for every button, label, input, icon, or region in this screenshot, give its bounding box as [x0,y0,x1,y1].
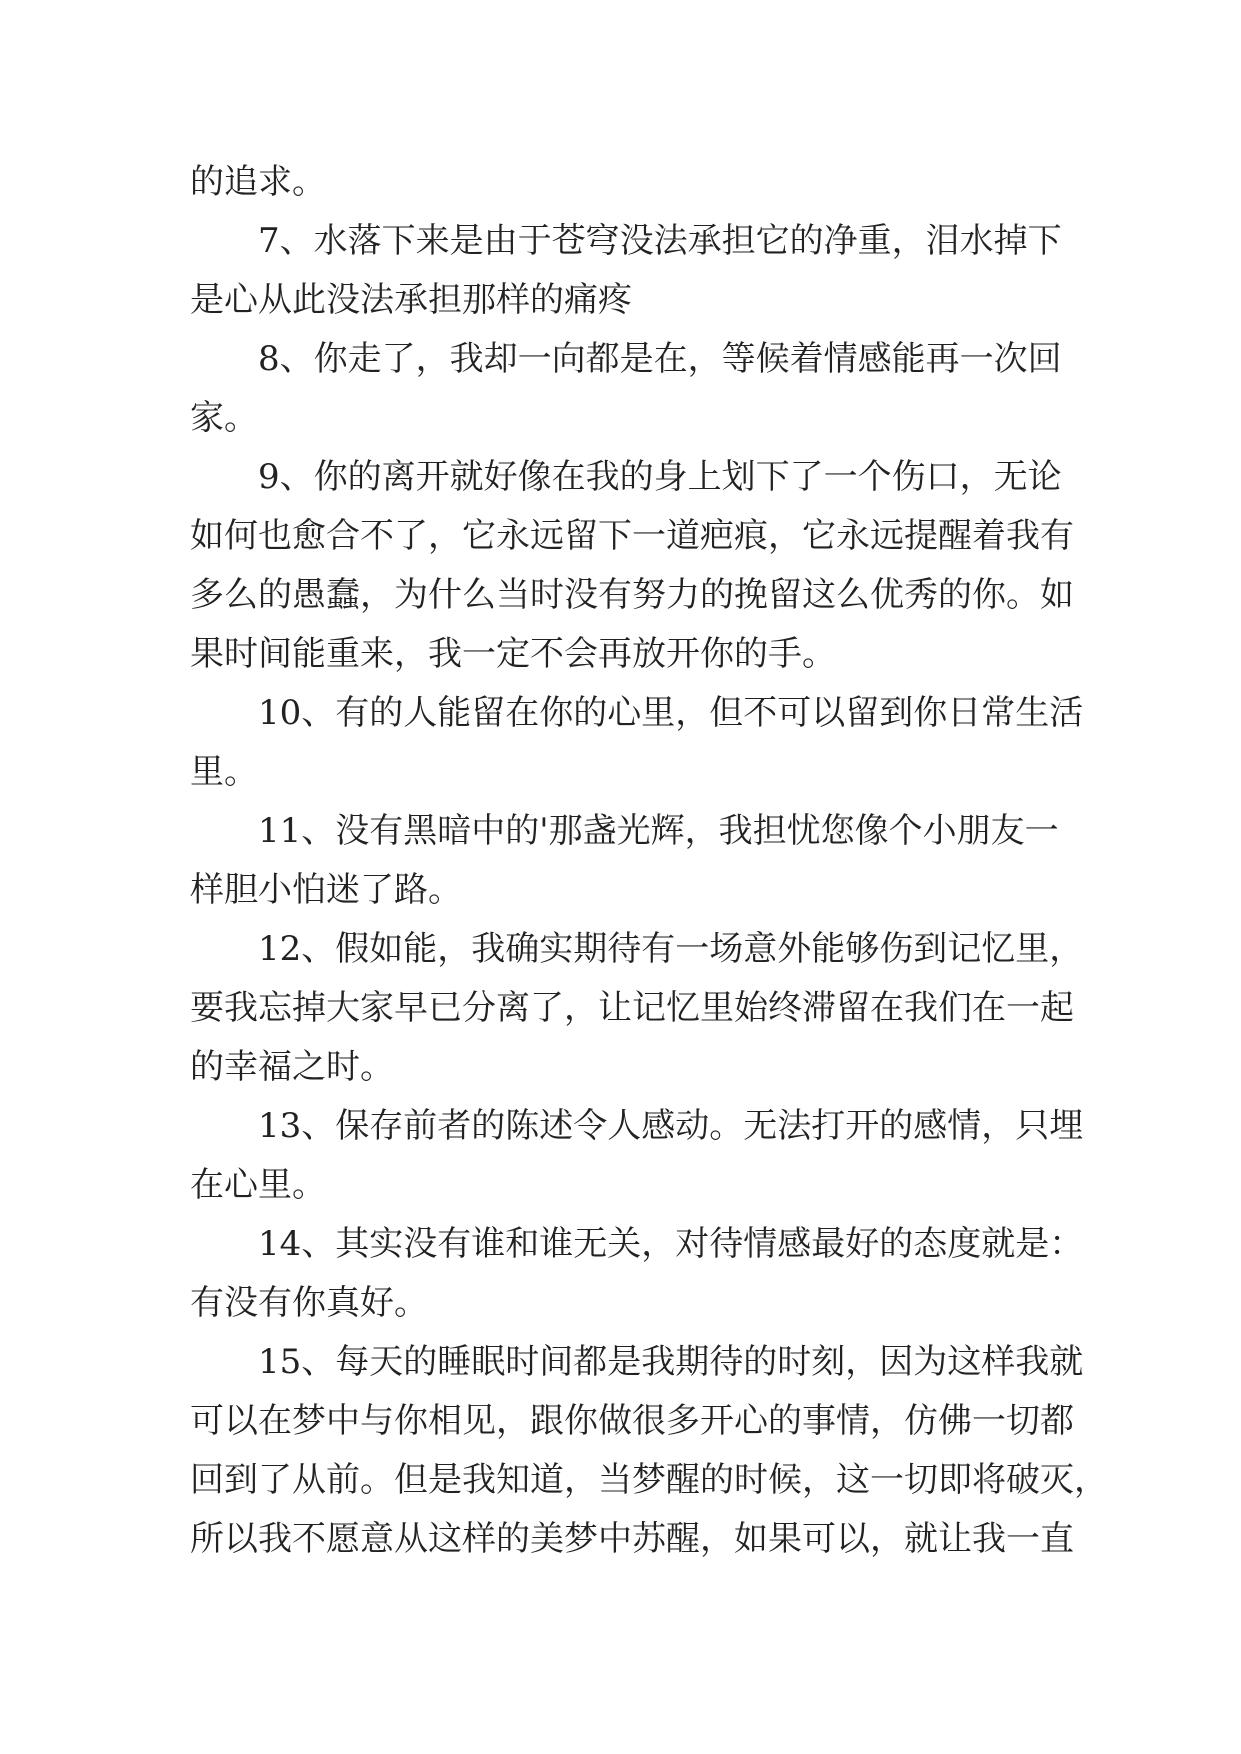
text-line: 13、保存前者的陈述令人感动。无法打开的感情，只埋 [258,1106,1084,1146]
text-line: 是心从此没法承担那样的痛疼 [190,280,632,320]
text-line: 的幸福之时。 [190,1047,394,1087]
text-line: 的追求。 [190,162,326,202]
text-line: 14、其实没有谁和谁无关，对待情感最好的态度就是： [258,1224,1084,1264]
text-line: 8、你走了，我却一向都是在，等候着情感能再一次回 [258,339,1062,379]
text-line: 家。 [190,398,258,438]
text-line: 多么的愚蠢，为什么当时没有努力的挽留这么优秀的你。如 [190,575,1074,615]
text-line: 9、你的离开就好像在我的身上划下了一个伤口，无论 [258,457,1062,497]
text-line: 7、水落下来是由于苍穹没法承担它的净重，泪水掉下 [258,221,1062,261]
text-line: 在心里。 [190,1165,326,1205]
text-line: 所以我不愿意从这样的美梦中苏醒，如果可以，就让我一直 [190,1519,1074,1559]
text-line: 15、每天的睡眠时间都是我期待的时刻，因为这样我就 [258,1342,1084,1382]
text-line: 10、有的人能留在你的心里，但不可以留到你日常生活 [258,693,1084,733]
text-line: 要我忘掉大家早已分离了，让记忆里始终滞留在我们在一起 [190,988,1074,1028]
text-line: 果时间能重来，我一定不会再放开你的手。 [190,634,836,674]
text-line: 有没有你真好。 [190,1283,428,1323]
document-body [190,153,1108,1569]
text-line: 样胆小怕迷了路。 [190,870,462,910]
text-line: 里。 [190,752,258,792]
text-line: 回到了从前。但是我知道，当梦醒的时候，这一切即将破灭， [190,1460,1108,1500]
text-line: 12、假如能，我确实期待有一场意外能够伤到记忆里， [258,929,1084,969]
text-line: 11、没有黑暗中的'那盏光辉，我担忧您像个小朋友一 [258,811,1059,851]
text-line: 如何也愈合不了，它永远留下一道疤痕，它永远提醒着我有 [190,516,1074,556]
text-line: 可以在梦中与你相见，跟你做很多开心的事情，仿佛一切都 [190,1401,1074,1441]
